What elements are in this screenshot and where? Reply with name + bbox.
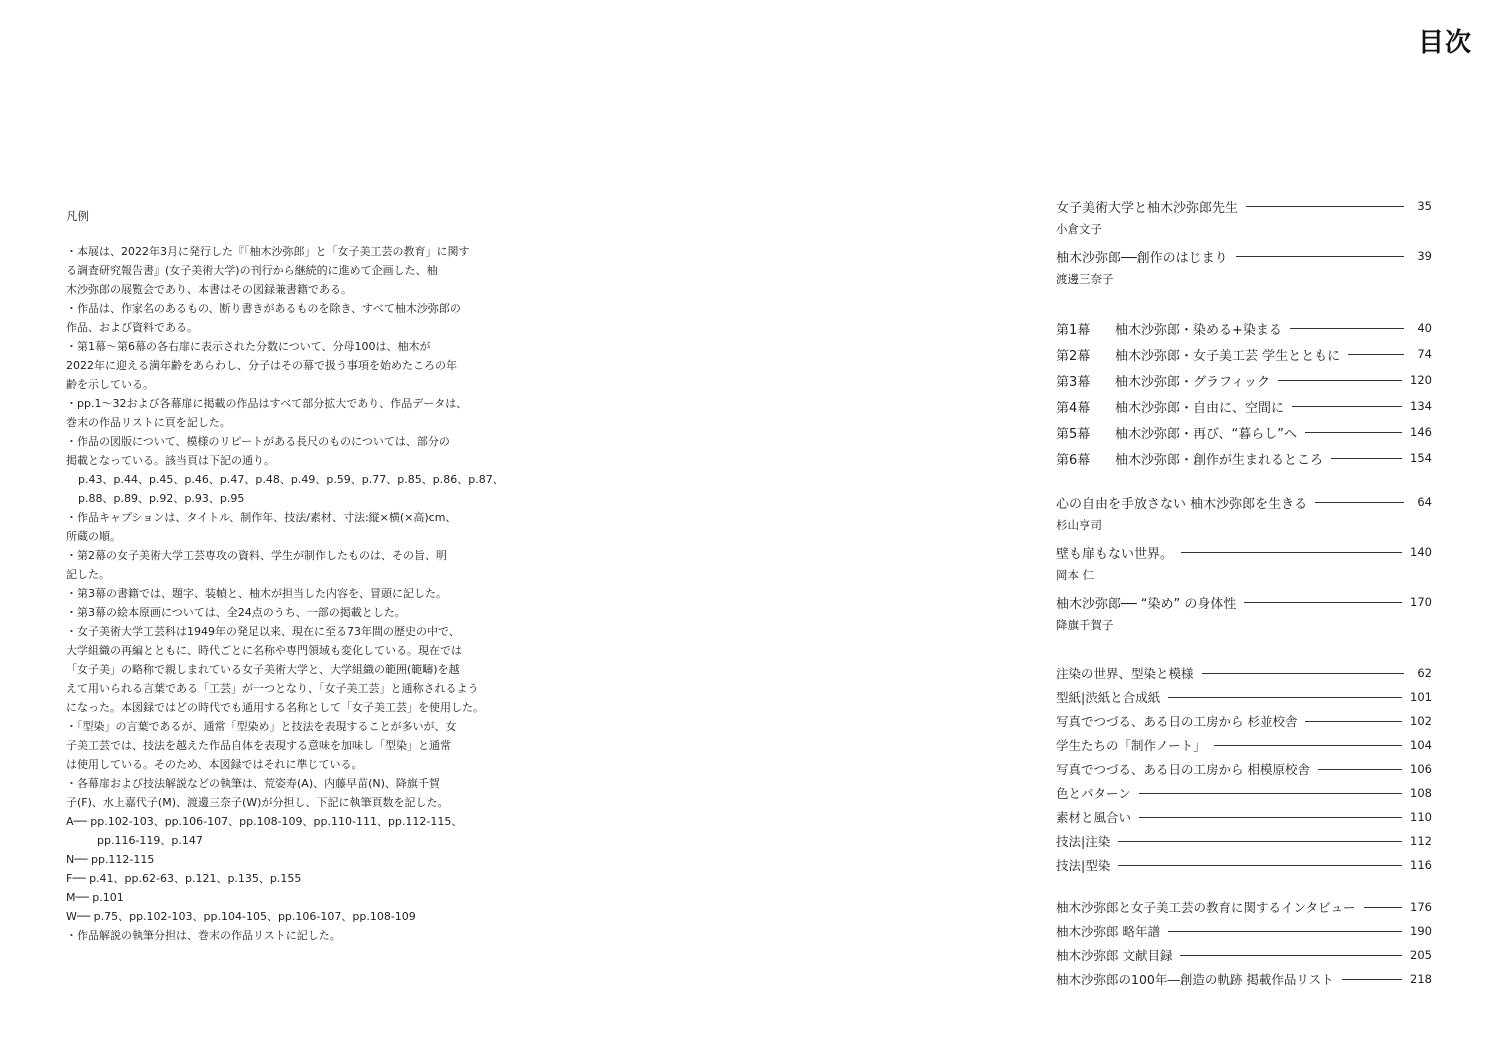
toc-page-number: 62 — [1417, 666, 1432, 680]
toc-entry — [1056, 661, 1432, 685]
notes-line: ・第1幕〜第6幕の各右扉に表示された分数について、分母100は、柚木が — [66, 340, 431, 353]
notes-line: ・pp.1〜32および各幕扉に掲載の作品はすべて部分拡大であり、作品データは、 — [66, 397, 468, 410]
toc-entry — [1056, 781, 1432, 805]
notes-line: 子美工芸では、技法を越えた作品自体を表現する意味を加味し「型染」と通常 — [66, 739, 451, 752]
toc-entry-title: 柚木沙弥郎・創作が生まれるところ — [1115, 452, 1324, 468]
toc-author: 小倉文子 — [1056, 222, 1102, 236]
leader-rule — [1202, 673, 1404, 674]
toc-entry-title: 写真でつづる、ある日の工房から 相模原校舎 — [1056, 762, 1310, 777]
toc-chapter-label: 第3幕 — [1056, 374, 1091, 390]
leader-rule — [1118, 841, 1402, 842]
toc-entry-title: 技法|型染 — [1056, 858, 1111, 873]
leader-rule — [1236, 256, 1404, 257]
notes-section — [66, 208, 504, 945]
notes-line: N── pp.112-115 — [66, 853, 155, 866]
notes-line: 大学組織の再編とともに、時代ごとに名称や専門領域も変化している。現在では — [66, 644, 462, 657]
toc-entry-title: 素材と風合い — [1056, 810, 1132, 825]
toc-chapter-label: 第1幕 — [1056, 322, 1091, 338]
notes-line: ・作品は、作家名のあるもの、断り書きがあるものを除き、すべて柚木沙弥郎の — [66, 302, 461, 315]
notes-line: ・作品キャプションは、タイトル、制作年、技法/素材、寸法:縦×横(×高)cm、 — [66, 511, 457, 524]
toc-entry — [1056, 341, 1432, 367]
toc-page-number: 120 — [1410, 373, 1432, 387]
toc-entry-title: 柚木沙弥郎 文献目録 — [1056, 948, 1173, 963]
leader-rule — [1315, 502, 1404, 503]
toc-page-number: 134 — [1410, 399, 1432, 413]
toc-entry-title: 柚木沙弥郎・グラフィック — [1115, 374, 1270, 390]
notes-line: 2022年に迎える満年齢をあらわし、分子はその幕で扱う事項を始めたころの年 — [66, 359, 457, 372]
toc-entry-title: 柚木沙弥郎・染める+染まる — [1115, 322, 1282, 338]
notes-line: F── p.41、pp.62-63、p.121、p.135、p.155 — [66, 872, 302, 885]
toc-page-number: 218 — [1410, 972, 1432, 986]
toc-entry-title: 注染の世界、型染と模様 — [1056, 666, 1194, 681]
toc-entry — [1056, 829, 1432, 853]
toc-entry — [1056, 243, 1432, 269]
notes-line: 作品、および資料である。 — [66, 321, 198, 334]
toc-entry-title: 学生たちの「制作ノート」 — [1056, 738, 1206, 753]
toc-page-number: 39 — [1417, 249, 1432, 263]
toc-page-number: 116 — [1410, 858, 1432, 872]
toc-page-number: 106 — [1410, 762, 1432, 776]
toc-page-number: 154 — [1410, 451, 1432, 465]
notes-line: pp.116-119、p.147 — [97, 834, 203, 847]
leader-rule — [1118, 865, 1402, 866]
toc-entry-title: 心の自由を手放さない 柚木沙弥郎を生きる — [1056, 496, 1308, 512]
toc-page-number: 110 — [1410, 810, 1432, 824]
leader-rule — [1139, 817, 1402, 818]
leader-rule — [1331, 458, 1402, 459]
toc-page-number: 146 — [1410, 425, 1432, 439]
toc-entry-title: 柚木沙弥郎・再び、“暮らし”へ — [1115, 426, 1297, 442]
notes-line: は使用している。そのため、本図録ではそれに準じている。 — [66, 758, 363, 771]
leader-rule — [1246, 206, 1404, 207]
leader-rule — [1168, 697, 1402, 698]
toc-entry-title: 色とパターン — [1056, 786, 1131, 801]
toc-entry — [1056, 853, 1432, 877]
toc-chapter-label: 第4幕 — [1056, 400, 1091, 416]
notes-line: ・本展は、2022年3月に発行した『「柚木沙弥郎」と「女子美工芸の教育」に関す — [66, 245, 470, 258]
toc-entry-title: 技法|注染 — [1056, 834, 1111, 849]
leader-rule — [1214, 745, 1402, 746]
toc-entry — [1056, 193, 1432, 219]
notes-line: ・女子美術大学工芸科は1949年の発足以来、現在に至る73年間の歴史の中で、 — [66, 625, 460, 638]
notes-line: ・「型染」の言葉であるが、通常「型染め」と技法を表現することが多いが、女 — [66, 720, 457, 733]
toc-author: 杉山亨司 — [1056, 518, 1102, 532]
toc-page-number: 74 — [1417, 347, 1432, 361]
leader-rule — [1139, 793, 1402, 794]
notes-line: W── p.75、pp.102-103、pp.104-105、pp.106-107、pp.108-109 — [66, 910, 416, 923]
toc-page-number: 102 — [1410, 714, 1432, 728]
toc-entry — [1056, 757, 1432, 781]
toc-entry-title: 型紙|渋紙と合成紙 — [1056, 690, 1161, 705]
leader-rule — [1305, 721, 1402, 722]
toc-entry — [1056, 367, 1432, 393]
leader-rule — [1348, 354, 1404, 355]
toc-page-number: 104 — [1410, 738, 1432, 752]
toc-page-number: 176 — [1410, 900, 1432, 914]
toc-entry-title: 柚木沙弥郎の100年―創造の軌跡 掲載作品リスト — [1056, 972, 1334, 987]
toc-page-number: 190 — [1410, 924, 1432, 938]
toc-essays-group-2 — [1056, 489, 1432, 639]
notes-line: 子(F)、水上嘉代子(M)、渡邊三奈子(W)が分担し、下記に執筆頁数を記した。 — [66, 796, 449, 809]
toc-entry — [1056, 685, 1432, 709]
notes-line: ・第3幕の書籍では、題字、装幀と、柚木が担当した内容を、冒頭に記した。 — [66, 587, 447, 600]
toc-entry — [1056, 943, 1432, 967]
toc-entry — [1056, 393, 1432, 419]
toc-entry-title: 柚木沙弥郎──創作のはじまり — [1056, 250, 1228, 266]
toc-author: 降旗千賀子 — [1056, 618, 1114, 632]
toc-author: 岡本 仁 — [1056, 568, 1095, 582]
notes-line: 「女子美」の略称で親しまれている女子美術大学と、大学組織の範囲(範疇)を越 — [66, 663, 460, 676]
toc-entry — [1056, 805, 1432, 829]
leader-rule — [1305, 432, 1402, 433]
toc-entry-title: 柚木沙弥郎 略年譜 — [1056, 924, 1160, 939]
toc-appendix-group — [1056, 895, 1432, 991]
leader-rule — [1364, 907, 1403, 908]
toc-page-number: 64 — [1417, 495, 1432, 509]
toc-page-number: 170 — [1410, 595, 1432, 609]
toc-author: 渡邊三奈子 — [1056, 272, 1114, 286]
leader-rule — [1342, 979, 1402, 980]
toc-entry — [1056, 589, 1432, 615]
notes-line: 木沙弥郎の展覧会であり、本書はその図録兼書籍である。 — [66, 283, 352, 296]
notes-line: ・作品解説の執筆分担は、巻末の作品リストに記した。 — [66, 929, 341, 942]
toc-page-number: 140 — [1410, 545, 1432, 559]
notes-body — [66, 242, 504, 945]
leader-rule — [1181, 552, 1402, 553]
leader-rule — [1244, 602, 1402, 603]
notes-line: p.88、p.89、p.92、p.93、p.95 — [78, 492, 245, 505]
toc-entry-title: 柚木沙弥郎と女子美工芸の教育に関するインタビュー — [1056, 900, 1356, 915]
notes-line: 所蔵の順。 — [66, 530, 121, 543]
notes-heading: 凡例 — [66, 209, 89, 223]
toc-essays-group-1 — [1056, 193, 1432, 293]
notes-line: えて用いられる言葉である「工芸」が一つとなり、「女子美工芸」と通称されるよう — [66, 682, 479, 695]
toc-acts-group — [1056, 315, 1432, 471]
toc-page-number: 112 — [1410, 834, 1432, 848]
notes-line: ・第2幕の女子美術大学工芸専攻の資料、学生が制作したものは、その旨、明 — [66, 549, 447, 562]
notes-line: 齢を示している。 — [66, 378, 154, 391]
toc-entry-title: 柚木沙弥郎・女子美工芸 学生とともに — [1115, 348, 1341, 364]
notes-line: ・各幕扉および技法解説などの執筆は、荒姿寿(A)、内藤早苗(N)、降旗千賀 — [66, 777, 440, 790]
notes-line: p.43、p.44、p.45、p.46、p.47、p.48、p.49、p.59、p.77、p.85、p.86、p.87、 — [78, 473, 504, 486]
notes-line: ・第3幕の絵本原画については、全24点のうち、一部の掲載とした。 — [66, 606, 406, 619]
table-of-contents — [1056, 193, 1432, 1001]
toc-page-number: 40 — [1417, 321, 1432, 335]
toc-entry-title: 柚木沙弥郎・自由に、空間に — [1115, 400, 1285, 416]
toc-entry-title: 柚木沙弥郎── “染め” の身体性 — [1056, 596, 1237, 612]
leader-rule — [1290, 328, 1404, 329]
toc-entry — [1056, 895, 1432, 919]
toc-page-number: 205 — [1410, 948, 1432, 962]
toc-page-number: 35 — [1417, 199, 1432, 213]
toc-entry — [1056, 967, 1432, 991]
toc-entry — [1056, 709, 1432, 733]
toc-entry — [1056, 919, 1432, 943]
toc-chapter-label: 第2幕 — [1056, 348, 1091, 364]
toc-entry — [1056, 419, 1432, 445]
toc-entry-title: 写真でつづる、ある日の工房から 杉並校舎 — [1056, 714, 1298, 729]
page-title: 目次 — [1417, 28, 1472, 58]
leader-rule — [1168, 931, 1402, 932]
notes-line: になった。本図録ではどの時代でも通用する名称として「女子美工芸」を使用した。 — [66, 701, 484, 714]
notes-line: 巻末の作品リストに頁を記した。 — [66, 416, 231, 429]
leader-rule — [1318, 769, 1402, 770]
notes-line: A── pp.102-103、pp.106-107、pp.108-109、pp.110-111、pp.112-115、 — [66, 815, 463, 828]
notes-line: 記した。 — [66, 568, 110, 581]
notes-line: る調査研究報告書』(女子美術大学)の刊行から継続的に進めて企画した、柚 — [66, 264, 438, 277]
toc-entry — [1056, 539, 1432, 565]
toc-page-number: 108 — [1410, 786, 1432, 800]
toc-page-number: 101 — [1410, 690, 1432, 704]
toc-entry — [1056, 489, 1432, 515]
toc-techniques-group — [1056, 661, 1432, 877]
notes-line: ・作品の図版について、模様のリピートがある長尺のものについては、部分の — [66, 435, 450, 448]
notes-line: M── p.101 — [66, 891, 124, 904]
toc-entry — [1056, 445, 1432, 471]
leader-rule — [1292, 406, 1402, 407]
toc-entry-title: 女子美術大学と柚木沙弥郎先生 — [1056, 200, 1239, 216]
leader-rule — [1278, 380, 1402, 381]
toc-entry — [1056, 733, 1432, 757]
toc-entry — [1056, 315, 1432, 341]
toc-chapter-label: 第5幕 — [1056, 426, 1091, 442]
toc-chapter-label: 第6幕 — [1056, 452, 1091, 468]
notes-line: 掲載となっている。該当頁は下記の通り。 — [66, 454, 275, 467]
toc-entry-title: 壁も扉もない世界。 — [1056, 546, 1174, 562]
leader-rule — [1180, 955, 1402, 956]
